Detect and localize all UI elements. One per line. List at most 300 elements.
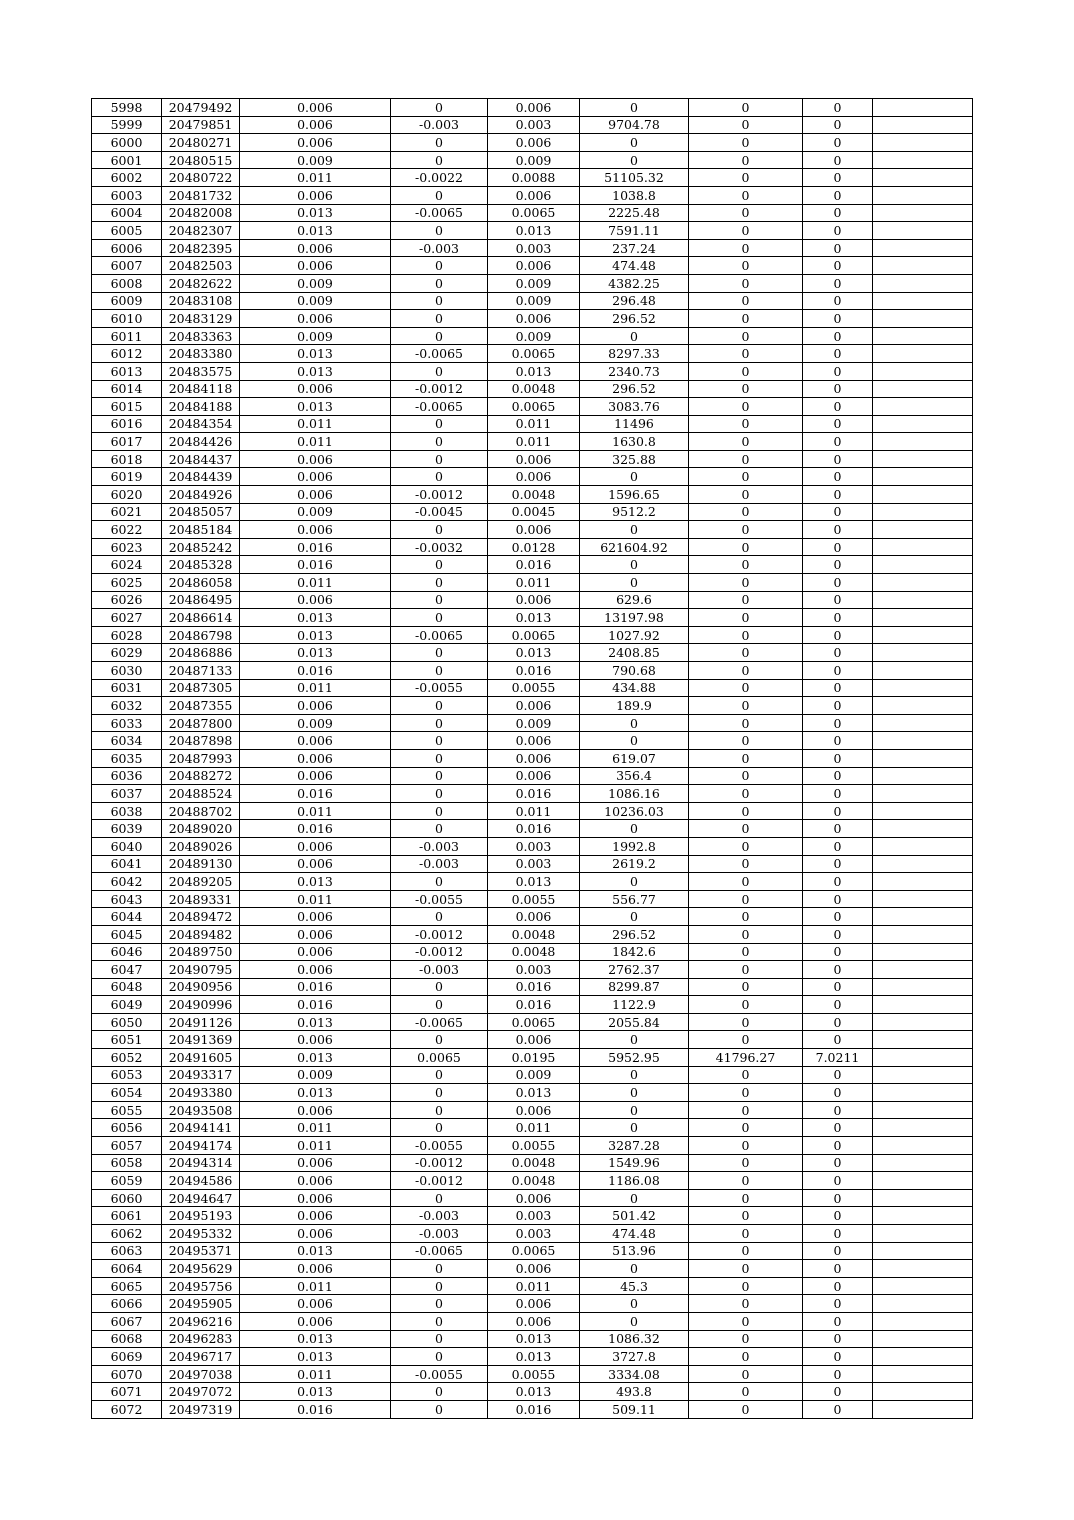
- row-index-cell: 6031: [92, 679, 162, 697]
- row-index-cell: 6000: [92, 134, 162, 152]
- id-cell: 20488272: [162, 767, 240, 785]
- value-e-cell: 0: [803, 345, 873, 363]
- value-a-cell: 0.011: [240, 1277, 391, 1295]
- amount-cell: 3727.8: [580, 1348, 689, 1366]
- id-cell: 20484354: [162, 415, 240, 433]
- amount-cell: 356.4: [580, 767, 689, 785]
- row-index-cell: 6011: [92, 327, 162, 345]
- row-index-cell: 5999: [92, 116, 162, 134]
- table-row: [92, 186, 973, 204]
- row-index-cell: 6056: [92, 1119, 162, 1137]
- table-row: [92, 1383, 973, 1401]
- value-e-cell: 0: [803, 310, 873, 328]
- value-c-cell: 0.0055: [488, 679, 580, 697]
- value-d-cell: 0: [689, 380, 803, 398]
- value-d-cell: 0: [689, 345, 803, 363]
- value-d-cell: 41796.27: [689, 1049, 803, 1067]
- value-e-cell: 0: [803, 169, 873, 187]
- value-a-cell: 0.011: [240, 802, 391, 820]
- value-b-cell: 0: [391, 433, 488, 451]
- id-cell: 20487355: [162, 697, 240, 715]
- row-index-cell: 6049: [92, 996, 162, 1014]
- row-index-cell: 6058: [92, 1154, 162, 1172]
- id-cell: 20485057: [162, 503, 240, 521]
- value-b-cell: 0: [391, 820, 488, 838]
- table-row: [92, 943, 973, 961]
- table-row: [92, 908, 973, 926]
- blank-cell: [873, 1189, 973, 1207]
- value-c-cell: 0.006: [488, 1031, 580, 1049]
- value-d-cell: 0: [689, 1365, 803, 1383]
- table-row: [92, 1101, 973, 1119]
- amount-cell: 4382.25: [580, 274, 689, 292]
- value-d-cell: 0: [689, 609, 803, 627]
- row-index-cell: 6044: [92, 908, 162, 926]
- row-index-cell: 6008: [92, 274, 162, 292]
- id-cell: 20489205: [162, 873, 240, 891]
- value-c-cell: 0.006: [488, 749, 580, 767]
- value-c-cell: 0.006: [488, 732, 580, 750]
- table-row: [92, 134, 973, 152]
- value-a-cell: 0.006: [240, 732, 391, 750]
- table-row: [92, 1154, 973, 1172]
- amount-cell: 1186.08: [580, 1172, 689, 1190]
- value-b-cell: 0: [391, 697, 488, 715]
- value-a-cell: 0.006: [240, 1154, 391, 1172]
- amount-cell: 621604.92: [580, 538, 689, 556]
- value-d-cell: 0: [689, 1013, 803, 1031]
- value-e-cell: 0: [803, 257, 873, 275]
- blank-cell: [873, 1119, 973, 1137]
- value-b-cell: -0.0055: [391, 890, 488, 908]
- value-c-cell: 0.009: [488, 292, 580, 310]
- value-c-cell: 0.0045: [488, 503, 580, 521]
- value-b-cell: -0.0065: [391, 1242, 488, 1260]
- amount-cell: 189.9: [580, 697, 689, 715]
- amount-cell: 0: [580, 134, 689, 152]
- blank-cell: [873, 996, 973, 1014]
- value-b-cell: 0: [391, 908, 488, 926]
- value-b-cell: -0.0055: [391, 679, 488, 697]
- amount-cell: 1122.9: [580, 996, 689, 1014]
- value-b-cell: 0: [391, 310, 488, 328]
- value-e-cell: 0: [803, 433, 873, 451]
- row-index-cell: 6018: [92, 450, 162, 468]
- amount-cell: 790.68: [580, 662, 689, 680]
- id-cell: 20489130: [162, 855, 240, 873]
- value-c-cell: 0.016: [488, 662, 580, 680]
- value-d-cell: 0: [689, 591, 803, 609]
- row-index-cell: 6071: [92, 1383, 162, 1401]
- value-e-cell: 0: [803, 450, 873, 468]
- value-e-cell: 0: [803, 327, 873, 345]
- value-c-cell: 0.003: [488, 1207, 580, 1225]
- id-cell: 20495905: [162, 1295, 240, 1313]
- id-cell: 20482503: [162, 257, 240, 275]
- value-d-cell: 0: [689, 468, 803, 486]
- value-b-cell: -0.003: [391, 1225, 488, 1243]
- amount-cell: 1027.92: [580, 626, 689, 644]
- amount-cell: 296.48: [580, 292, 689, 310]
- blank-cell: [873, 785, 973, 803]
- blank-cell: [873, 714, 973, 732]
- row-index-cell: 6032: [92, 697, 162, 715]
- row-index-cell: 6045: [92, 925, 162, 943]
- amount-cell: 7591.11: [580, 222, 689, 240]
- value-e-cell: 0: [803, 1225, 873, 1243]
- value-c-cell: 0.011: [488, 574, 580, 592]
- value-a-cell: 0.013: [240, 345, 391, 363]
- table-row: [92, 310, 973, 328]
- value-b-cell: -0.0065: [391, 626, 488, 644]
- blank-cell: [873, 151, 973, 169]
- value-b-cell: 0: [391, 732, 488, 750]
- id-cell: 20491369: [162, 1031, 240, 1049]
- value-a-cell: 0.006: [240, 1101, 391, 1119]
- row-index-cell: 6029: [92, 644, 162, 662]
- blank-cell: [873, 1330, 973, 1348]
- amount-cell: 1086.32: [580, 1330, 689, 1348]
- blank-cell: [873, 556, 973, 574]
- blank-cell: [873, 415, 973, 433]
- value-a-cell: 0.006: [240, 116, 391, 134]
- blank-cell: [873, 538, 973, 556]
- value-b-cell: -0.0012: [391, 1154, 488, 1172]
- row-index-cell: 6051: [92, 1031, 162, 1049]
- id-cell: 20484118: [162, 380, 240, 398]
- value-d-cell: 0: [689, 943, 803, 961]
- value-c-cell: 0.0055: [488, 1137, 580, 1155]
- value-e-cell: 0: [803, 116, 873, 134]
- row-index-cell: 6009: [92, 292, 162, 310]
- value-e-cell: 0: [803, 873, 873, 891]
- value-e-cell: 0: [803, 626, 873, 644]
- amount-cell: 0: [580, 1066, 689, 1084]
- row-index-cell: 6065: [92, 1277, 162, 1295]
- table-row: [92, 1189, 973, 1207]
- value-c-cell: 0.0128: [488, 538, 580, 556]
- blank-cell: [873, 186, 973, 204]
- row-index-cell: 6014: [92, 380, 162, 398]
- value-e-cell: 0: [803, 1101, 873, 1119]
- id-cell: 20487800: [162, 714, 240, 732]
- value-b-cell: -0.0055: [391, 1137, 488, 1155]
- value-c-cell: 0.011: [488, 1277, 580, 1295]
- id-cell: 20496717: [162, 1348, 240, 1366]
- blank-cell: [873, 292, 973, 310]
- value-a-cell: 0.013: [240, 1084, 391, 1102]
- row-index-cell: 6019: [92, 468, 162, 486]
- value-e-cell: 0: [803, 1365, 873, 1383]
- table-row: [92, 169, 973, 187]
- row-index-cell: 6063: [92, 1242, 162, 1260]
- value-c-cell: 0.006: [488, 468, 580, 486]
- id-cell: 20496216: [162, 1312, 240, 1330]
- data-table: [91, 98, 973, 1419]
- amount-cell: 0: [580, 1101, 689, 1119]
- value-d-cell: 0: [689, 996, 803, 1014]
- value-d-cell: 0: [689, 1295, 803, 1313]
- value-b-cell: 0: [391, 151, 488, 169]
- id-cell: 20489020: [162, 820, 240, 838]
- value-d-cell: 0: [689, 433, 803, 451]
- table-row: [92, 1242, 973, 1260]
- value-e-cell: 0: [803, 556, 873, 574]
- table-row: [92, 380, 973, 398]
- value-d-cell: 0: [689, 1348, 803, 1366]
- amount-cell: 0: [580, 908, 689, 926]
- value-e-cell: 0: [803, 1013, 873, 1031]
- blank-cell: [873, 433, 973, 451]
- table-row: [92, 749, 973, 767]
- table-row: [92, 1277, 973, 1295]
- id-cell: 20483380: [162, 345, 240, 363]
- value-d-cell: 0: [689, 292, 803, 310]
- blank-cell: [873, 486, 973, 504]
- value-a-cell: 0.006: [240, 486, 391, 504]
- value-b-cell: 0: [391, 978, 488, 996]
- blank-cell: [873, 1172, 973, 1190]
- table-row: [92, 433, 973, 451]
- value-a-cell: 0.011: [240, 433, 391, 451]
- amount-cell: 2055.84: [580, 1013, 689, 1031]
- value-a-cell: 0.011: [240, 1365, 391, 1383]
- row-index-cell: 6046: [92, 943, 162, 961]
- table-row: [92, 855, 973, 873]
- table-row: [92, 239, 973, 257]
- row-index-cell: 6060: [92, 1189, 162, 1207]
- value-a-cell: 0.011: [240, 1137, 391, 1155]
- value-b-cell: 0: [391, 468, 488, 486]
- table-row: [92, 1084, 973, 1102]
- row-index-cell: 6021: [92, 503, 162, 521]
- value-c-cell: 0.016: [488, 996, 580, 1014]
- value-e-cell: 0: [803, 204, 873, 222]
- value-d-cell: 0: [689, 1277, 803, 1295]
- value-e-cell: 0: [803, 1348, 873, 1366]
- id-cell: 20491605: [162, 1049, 240, 1067]
- value-d-cell: 0: [689, 890, 803, 908]
- value-b-cell: 0: [391, 257, 488, 275]
- value-c-cell: 0.006: [488, 908, 580, 926]
- value-e-cell: 0: [803, 908, 873, 926]
- amount-cell: 5952.95: [580, 1049, 689, 1067]
- blank-cell: [873, 1365, 973, 1383]
- amount-cell: 0: [580, 1189, 689, 1207]
- value-b-cell: 0: [391, 996, 488, 1014]
- value-b-cell: 0: [391, 222, 488, 240]
- table-row: [92, 345, 973, 363]
- value-c-cell: 0.013: [488, 1084, 580, 1102]
- row-index-cell: 6055: [92, 1101, 162, 1119]
- value-b-cell: 0: [391, 749, 488, 767]
- value-b-cell: -0.003: [391, 239, 488, 257]
- id-cell: 20490956: [162, 978, 240, 996]
- value-c-cell: 0.006: [488, 310, 580, 328]
- value-c-cell: 0.016: [488, 820, 580, 838]
- value-b-cell: 0: [391, 609, 488, 627]
- id-cell: 20484188: [162, 398, 240, 416]
- row-index-cell: 6057: [92, 1137, 162, 1155]
- value-a-cell: 0.016: [240, 538, 391, 556]
- row-index-cell: 6043: [92, 890, 162, 908]
- value-c-cell: 0.006: [488, 450, 580, 468]
- value-a-cell: 0.006: [240, 943, 391, 961]
- value-c-cell: 0.0065: [488, 398, 580, 416]
- blank-cell: [873, 961, 973, 979]
- amount-cell: 1038.8: [580, 186, 689, 204]
- row-index-cell: 6037: [92, 785, 162, 803]
- value-a-cell: 0.016: [240, 820, 391, 838]
- value-c-cell: 0.009: [488, 274, 580, 292]
- value-c-cell: 0.0055: [488, 890, 580, 908]
- id-cell: 20479492: [162, 99, 240, 117]
- row-index-cell: 6007: [92, 257, 162, 275]
- value-a-cell: 0.013: [240, 204, 391, 222]
- value-a-cell: 0.009: [240, 714, 391, 732]
- amount-cell: 3334.08: [580, 1365, 689, 1383]
- value-a-cell: 0.009: [240, 327, 391, 345]
- value-a-cell: 0.006: [240, 521, 391, 539]
- blank-cell: [873, 943, 973, 961]
- value-e-cell: 0: [803, 802, 873, 820]
- id-cell: 20493508: [162, 1101, 240, 1119]
- value-c-cell: 0.003: [488, 855, 580, 873]
- value-e-cell: 0: [803, 222, 873, 240]
- value-d-cell: 0: [689, 1189, 803, 1207]
- value-d-cell: 0: [689, 186, 803, 204]
- table-row: [92, 398, 973, 416]
- value-b-cell: -0.003: [391, 116, 488, 134]
- value-b-cell: -0.003: [391, 961, 488, 979]
- value-e-cell: 0: [803, 239, 873, 257]
- value-e-cell: 0: [803, 574, 873, 592]
- value-d-cell: 0: [689, 662, 803, 680]
- row-index-cell: 6004: [92, 204, 162, 222]
- value-c-cell: 0.0055: [488, 1365, 580, 1383]
- blank-cell: [873, 1049, 973, 1067]
- value-b-cell: -0.003: [391, 1207, 488, 1225]
- id-cell: 20483363: [162, 327, 240, 345]
- row-index-cell: 6069: [92, 1348, 162, 1366]
- value-d-cell: 0: [689, 1330, 803, 1348]
- id-cell: 20484439: [162, 468, 240, 486]
- amount-cell: 2619.2: [580, 855, 689, 873]
- value-b-cell: 0: [391, 1295, 488, 1313]
- value-e-cell: 0: [803, 398, 873, 416]
- value-d-cell: 0: [689, 626, 803, 644]
- blank-cell: [873, 855, 973, 873]
- value-a-cell: 0.006: [240, 134, 391, 152]
- value-e-cell: 0: [803, 961, 873, 979]
- amount-cell: 0: [580, 1119, 689, 1137]
- table-row: [92, 714, 973, 732]
- value-b-cell: -0.0045: [391, 503, 488, 521]
- value-e-cell: 0: [803, 697, 873, 715]
- value-e-cell: 0: [803, 521, 873, 539]
- value-d-cell: 0: [689, 714, 803, 732]
- blank-cell: [873, 697, 973, 715]
- value-d-cell: 0: [689, 362, 803, 380]
- value-c-cell: 0.013: [488, 1383, 580, 1401]
- value-c-cell: 0.013: [488, 873, 580, 891]
- value-e-cell: 0: [803, 978, 873, 996]
- value-a-cell: 0.006: [240, 239, 391, 257]
- value-b-cell: -0.003: [391, 855, 488, 873]
- id-cell: 20486798: [162, 626, 240, 644]
- value-d-cell: 0: [689, 1154, 803, 1172]
- table-row: [92, 450, 973, 468]
- row-index-cell: 6015: [92, 398, 162, 416]
- value-a-cell: 0.006: [240, 961, 391, 979]
- id-cell: 20494174: [162, 1137, 240, 1155]
- amount-cell: 11496: [580, 415, 689, 433]
- id-cell: 20496283: [162, 1330, 240, 1348]
- blank-cell: [873, 820, 973, 838]
- value-c-cell: 0.006: [488, 1101, 580, 1119]
- blank-cell: [873, 345, 973, 363]
- value-e-cell: 0: [803, 1260, 873, 1278]
- blank-cell: [873, 503, 973, 521]
- id-cell: 20489026: [162, 837, 240, 855]
- value-c-cell: 0.016: [488, 556, 580, 574]
- value-c-cell: 0.0065: [488, 1242, 580, 1260]
- value-c-cell: 0.011: [488, 802, 580, 820]
- value-a-cell: 0.013: [240, 1348, 391, 1366]
- row-index-cell: 6040: [92, 837, 162, 855]
- blank-cell: [873, 1031, 973, 1049]
- row-index-cell: 6024: [92, 556, 162, 574]
- value-a-cell: 0.013: [240, 362, 391, 380]
- amount-cell: 1549.96: [580, 1154, 689, 1172]
- value-a-cell: 0.009: [240, 151, 391, 169]
- value-e-cell: 0: [803, 609, 873, 627]
- blank-cell: [873, 257, 973, 275]
- table-row: [92, 591, 973, 609]
- value-d-cell: 0: [689, 574, 803, 592]
- value-a-cell: 0.006: [240, 1172, 391, 1190]
- blank-cell: [873, 362, 973, 380]
- id-cell: 20495756: [162, 1277, 240, 1295]
- blank-cell: [873, 99, 973, 117]
- value-c-cell: 0.0195: [488, 1049, 580, 1067]
- amount-cell: 0: [580, 820, 689, 838]
- row-index-cell: 6027: [92, 609, 162, 627]
- value-c-cell: 0.006: [488, 257, 580, 275]
- value-b-cell: 0: [391, 1189, 488, 1207]
- value-c-cell: 0.011: [488, 415, 580, 433]
- amount-cell: 474.48: [580, 257, 689, 275]
- row-index-cell: 6061: [92, 1207, 162, 1225]
- value-c-cell: 0.013: [488, 1348, 580, 1366]
- value-a-cell: 0.006: [240, 855, 391, 873]
- table-row: [92, 99, 973, 117]
- row-index-cell: 6039: [92, 820, 162, 838]
- value-b-cell: 0: [391, 1383, 488, 1401]
- amount-cell: 0: [580, 521, 689, 539]
- value-a-cell: 0.013: [240, 644, 391, 662]
- table-row: [92, 679, 973, 697]
- table-row: [92, 415, 973, 433]
- id-cell: 20484426: [162, 433, 240, 451]
- value-e-cell: 0: [803, 1189, 873, 1207]
- blank-cell: [873, 1260, 973, 1278]
- value-a-cell: 0.006: [240, 1225, 391, 1243]
- value-d-cell: 0: [689, 239, 803, 257]
- amount-cell: 237.24: [580, 239, 689, 257]
- table-row: [92, 1348, 973, 1366]
- table-row: [92, 1013, 973, 1031]
